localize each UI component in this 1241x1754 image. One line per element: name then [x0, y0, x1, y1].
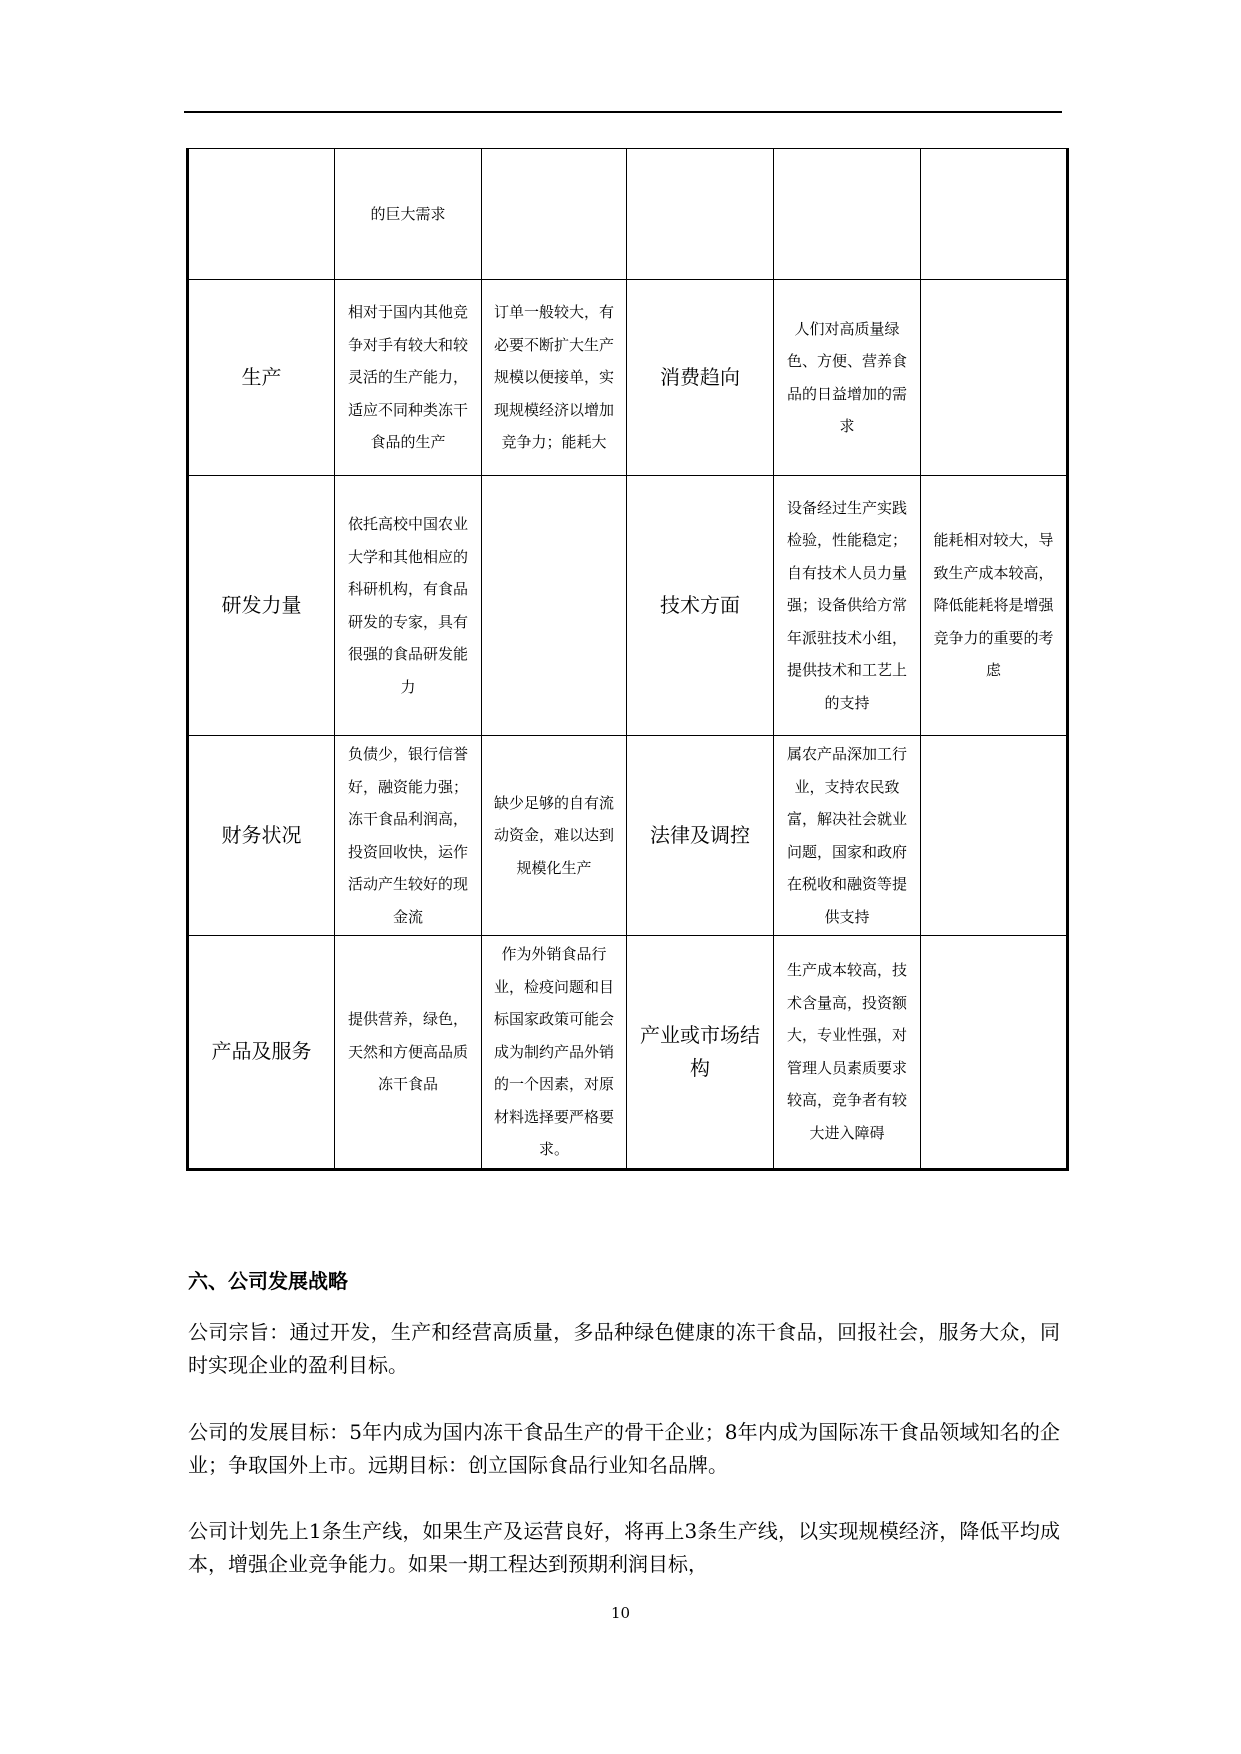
threat-cell: 能耗相对较大，导致生产成本较高，降低能耗将是增强竞争力的重要的考虑: [921, 476, 1068, 736]
opportunity-cell: 人们对高质量绿色、方便、营养食品的日益增加的需求: [774, 280, 921, 476]
table-row: [188, 476, 1068, 736]
threat-cell: [921, 736, 1068, 936]
page-number: 10: [610, 1604, 631, 1622]
threat-cell: [921, 280, 1068, 476]
opportunity-cell: [774, 149, 921, 280]
paragraph-mission: 公司宗旨：通过开发，生产和经营高质量，多品种绿色健康的冻干食品，回报社会，服务大众，同时实现企业的盈利目标。: [188, 1320, 1060, 1377]
category-cell: 财务状况: [188, 736, 335, 936]
strength-cell: 负债少，银行信誉好，融资能力强；冻干食品利润高，投资回收快，运作活动产生较好的现金流: [335, 736, 482, 936]
weakness-cell: [482, 476, 627, 736]
table-row: [188, 280, 1068, 476]
threat-cell: [921, 149, 1068, 280]
environment-factor-cell: [627, 149, 774, 280]
threat-cell: [921, 936, 1068, 1170]
category-cell: 研发力量: [188, 476, 335, 736]
weakness-cell: [482, 149, 627, 280]
category-cell: 生产: [188, 280, 335, 476]
environment-factor-cell: 技术方面: [627, 476, 774, 736]
opportunity-cell: 属农产品深加工行业，支持农民致富，解决社会就业问题，国家和政府在税收和融资等提供支持: [774, 736, 921, 936]
category-cell: [188, 149, 335, 280]
table-row: [188, 736, 1068, 936]
environment-factor-cell: 法律及调控: [627, 736, 774, 936]
swot-table: [186, 148, 1069, 1171]
opportunity-cell: 生产成本较高，技术含量高，投资额大，专业性强，对管理人员素质要求较高，竞争者有较大进入障碍: [774, 936, 921, 1170]
environment-factor-cell: 消费趋向: [627, 280, 774, 476]
weakness-cell: 订单一般较大，有必要不断扩大生产规模以便接单，实现规模经济以增加竞争力；能耗大: [482, 280, 627, 476]
strength-cell: 依托高校中国农业大学和其他相应的科研机构，有食品研发的专家，具有很强的食品研发能力: [335, 476, 482, 736]
paragraph-plan: 公司计划先上1条生产线，如果生产及运营良好，将再上3条生产线，以实现规模经济，降低平均成本，增强企业竞争能力。如果一期工程达到预期利润目标，: [188, 1519, 1060, 1576]
weakness-cell: 缺少足够的自有流动资金，难以达到规模化生产: [482, 736, 627, 936]
category-cell: 产品及服务: [188, 936, 335, 1170]
header-rule: [184, 111, 1062, 113]
opportunity-cell: 设备经过生产实践检验，性能稳定；自有技术人员力量强；设备供给方常年派驻技术小组，提供技术和工艺上的支持: [774, 476, 921, 736]
section-heading: 六、公司发展战略: [188, 1269, 348, 1293]
table-row: [188, 149, 1068, 280]
weakness-cell: 作为外销食品行业，检疫问题和目标国家政策可能会成为制约产品外销的一个因素，对原材料选择要严格要求。: [482, 936, 627, 1170]
strength-cell: 提供营养，绿色，天然和方便高品质冻干食品: [335, 936, 482, 1170]
environment-factor-cell: 产业或市场结构: [627, 936, 774, 1170]
strength-cell: 的巨大需求: [335, 149, 482, 280]
strength-cell: 相对于国内其他竞争对手有较大和较灵活的生产能力，适应不同种类冻干食品的生产: [335, 280, 482, 476]
table-row: [188, 936, 1068, 1170]
paragraph-goals: 公司的发展目标：5年内成为国内冻干食品生产的骨干企业；8年内成为国际冻干食品领域知名的企业；争取国外上市。远期目标：创立国际食品行业知名品牌。: [188, 1420, 1060, 1477]
